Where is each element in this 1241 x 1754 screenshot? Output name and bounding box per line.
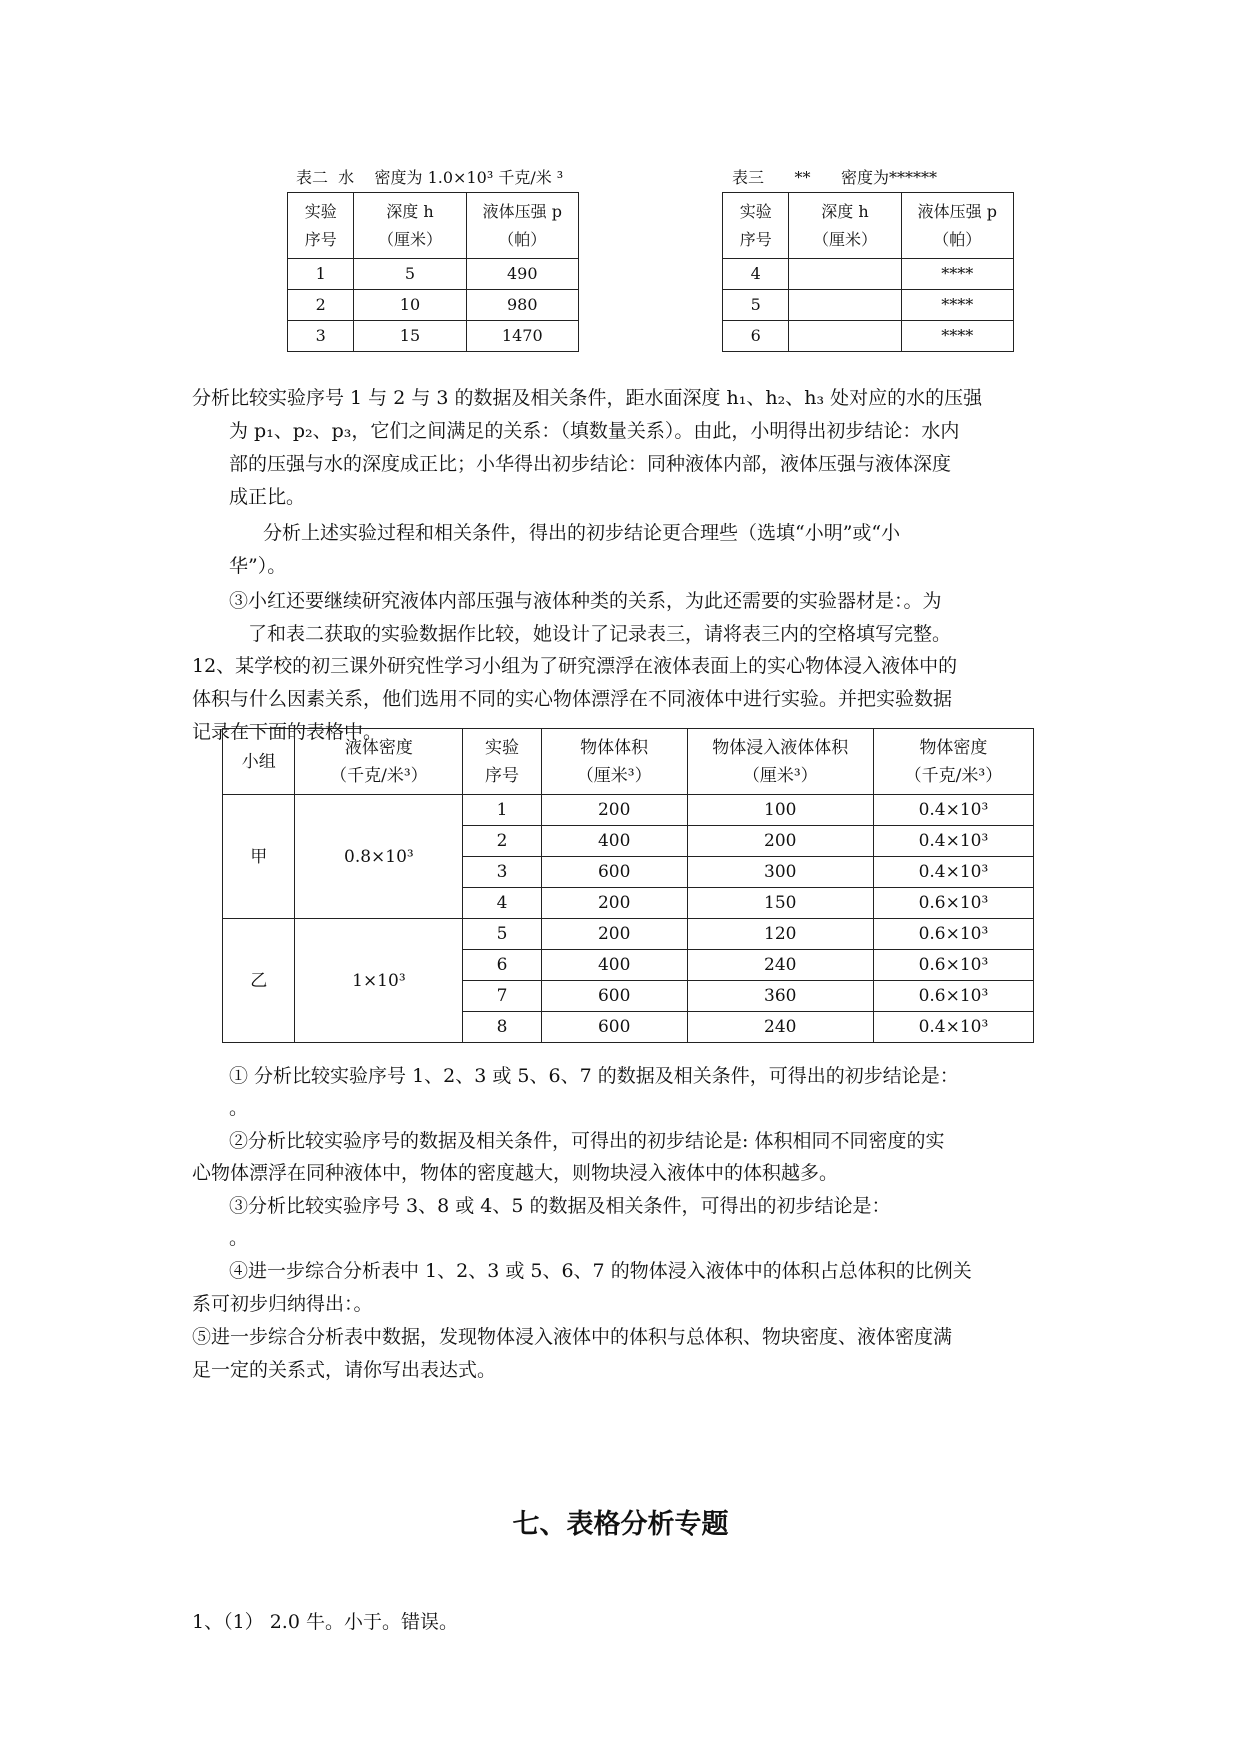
table2-caption: 表二 水 密度为 1.0×10³ 千克/米 ³ xyxy=(296,168,564,187)
cell xyxy=(789,259,901,290)
cell: 4 xyxy=(463,888,541,919)
table-row xyxy=(723,321,1014,352)
q12-e-1: ⑤进一步综合分析表中数据，发现物体浸入液体中的体积与总体积、物块密度、液体密度满 xyxy=(192,1326,953,1348)
q12-e-2: 足一定的关系式，请你写出表达式。 xyxy=(192,1359,497,1381)
cell: 0.4×10³ xyxy=(873,795,1033,826)
cell: 0.4×10³ xyxy=(873,1012,1033,1043)
table2-header-depth: 深度 h （厘米） xyxy=(354,193,466,259)
cell: 8 xyxy=(463,1012,541,1043)
cell: 200 xyxy=(541,919,687,950)
cell: 0.4×10³ xyxy=(873,857,1033,888)
cell: 5 xyxy=(463,919,541,950)
para-1c: 部的压强与水的深度成正比；小华得出初步结论：同种液体内部，液体压强与液体深度 xyxy=(229,453,952,475)
cell: 6 xyxy=(463,950,541,981)
cell: 120 xyxy=(687,919,873,950)
q12-b-2: 心物体漂浮在同种液体中，物体的密度越大，则物块浸入液体中的体积越多。 xyxy=(192,1162,839,1184)
cell: 100 xyxy=(687,795,873,826)
table3-header-depth: 深度 h （厘米） xyxy=(789,193,901,259)
cell: 3 xyxy=(463,857,541,888)
cell: 400 xyxy=(541,826,687,857)
table4 xyxy=(222,728,1034,1043)
table4-header: 小组 xyxy=(223,729,295,795)
table4-header: 物体浸入液体体积 （厘米³） xyxy=(687,729,873,795)
table-row xyxy=(223,919,1034,950)
cell: 240 xyxy=(687,1012,873,1043)
cell: 600 xyxy=(541,857,687,888)
table4-header: 物体体积 （厘米³） xyxy=(541,729,687,795)
cell: 490 xyxy=(466,259,578,290)
q12-line-2: 体积与什么因素关系，他们选用不同的实心物体漂浮在不同液体中进行实验。并把实验数据 xyxy=(192,688,953,710)
cell: 3 xyxy=(288,321,354,352)
cell: 980 xyxy=(466,290,578,321)
para-1d: 成正比。 xyxy=(229,486,306,508)
q12-d-1: ④进一步综合分析表中 1、2、3 或 5、6、7 的物体浸入液体中的体积占总体积的比例关 xyxy=(229,1260,972,1282)
q12-b-1: ②分析比较实验序号的数据及相关条件，可得出的初步结论是: 体积相同不同密度的实 xyxy=(229,1130,945,1152)
q12-a-2: 。 xyxy=(229,1097,249,1119)
cell: **** xyxy=(901,290,1013,321)
cell: 7 xyxy=(463,981,541,1012)
cell: 1 xyxy=(463,795,541,826)
cell: 2 xyxy=(463,826,541,857)
para-3b: 了和表二获取的实验数据作比较，她设计了记录表三，请将表三内的空格填写完整。 xyxy=(248,623,952,645)
cell: 200 xyxy=(541,795,687,826)
cell: 240 xyxy=(687,950,873,981)
cell: 2 xyxy=(288,290,354,321)
table-row xyxy=(288,321,579,352)
q12-line-1: 12、某学校的初三课外研究性学习小组为了研究漂浮在液体表面上的实心物体浸入液体中的 xyxy=(192,655,958,677)
table3-header-id: 实验 序号 xyxy=(723,193,789,259)
table4-header: 物体密度 （千克/米³） xyxy=(873,729,1033,795)
cell: 360 xyxy=(687,981,873,1012)
cell: 300 xyxy=(687,857,873,888)
table4-header: 实验 序号 xyxy=(463,729,541,795)
cell: 200 xyxy=(541,888,687,919)
cell: 600 xyxy=(541,1012,687,1043)
cell: 0.6×10³ xyxy=(873,919,1033,950)
para-2b: 华”）。 xyxy=(229,555,287,577)
cell: 0.6×10³ xyxy=(873,950,1033,981)
section-title: 七、表格分析专题 xyxy=(512,1509,729,1540)
cell: 0.4×10³ xyxy=(873,826,1033,857)
q12-c-1: ③分析比较实验序号 3、8 或 4、5 的数据及相关条件，可得出的初步结论是： xyxy=(229,1195,891,1217)
cell: 600 xyxy=(541,981,687,1012)
table3-caption: 表三 ** 密度为****** xyxy=(732,168,938,187)
table3-header-pressure: 液体压强 p （帕） xyxy=(901,193,1013,259)
q12-line-3: 记录在下面的表格中。 xyxy=(192,721,383,743)
para-1b: 为 p₁、p₂、p₃，它们之间满足的关系：（填数量关系）。由此，小明得出初步结论：水内 xyxy=(229,420,960,442)
q12-a-1: ① 分析比较实验序号 1、2、3 或 5、6、7 的数据及相关条件，可得出的初步结论是： xyxy=(229,1065,959,1087)
group-density: 0.8×10³ xyxy=(295,795,463,919)
table-row xyxy=(288,290,579,321)
table-row xyxy=(723,259,1014,290)
table-row xyxy=(288,259,579,290)
cell: 400 xyxy=(541,950,687,981)
group-name: 乙 xyxy=(223,919,295,1043)
cell xyxy=(789,321,901,352)
cell: 150 xyxy=(687,888,873,919)
cell: 4 xyxy=(723,259,789,290)
group-name: 甲 xyxy=(223,795,295,919)
cell: 6 xyxy=(723,321,789,352)
cell: 0.6×10³ xyxy=(873,981,1033,1012)
table-row xyxy=(723,290,1014,321)
para-1a: 分析比较实验序号 1 与 2 与 3 的数据及相关条件，距水面深度 h₁、h₂、h₃ 处对应的水的压强 xyxy=(192,387,983,409)
cell: 15 xyxy=(354,321,466,352)
cell: 5 xyxy=(354,259,466,290)
cell: 1470 xyxy=(466,321,578,352)
table2-header-id: 实验 序号 xyxy=(288,193,354,259)
table-row xyxy=(223,795,1034,826)
cell: **** xyxy=(901,259,1013,290)
cell: 5 xyxy=(723,290,789,321)
q12-d-2: 系可初步归纳得出：。 xyxy=(192,1293,373,1315)
table4-header: 液体密度 （千克/米³） xyxy=(295,729,463,795)
cell: 0.6×10³ xyxy=(873,888,1033,919)
table2 xyxy=(287,192,579,352)
cell: **** xyxy=(901,321,1013,352)
cell: 1 xyxy=(288,259,354,290)
answer-line-1: 1、（1） 2.0 牛。小于。错误。 xyxy=(192,1611,458,1633)
table2-header-pressure: 液体压强 p （帕） xyxy=(466,193,578,259)
cell: 200 xyxy=(687,826,873,857)
table3 xyxy=(722,192,1014,352)
para-2a: 分析上述实验过程和相关条件，得出的初步结论更合理些（选填“小明”或“小 xyxy=(263,522,901,544)
para-3a: ③小红还要继续研究液体内部压强与液体种类的关系，为此还需要的实验器材是：。为 xyxy=(229,590,942,612)
q12-c-2: 。 xyxy=(229,1227,249,1249)
group-density: 1×10³ xyxy=(295,919,463,1043)
cell: 10 xyxy=(354,290,466,321)
cell xyxy=(789,290,901,321)
